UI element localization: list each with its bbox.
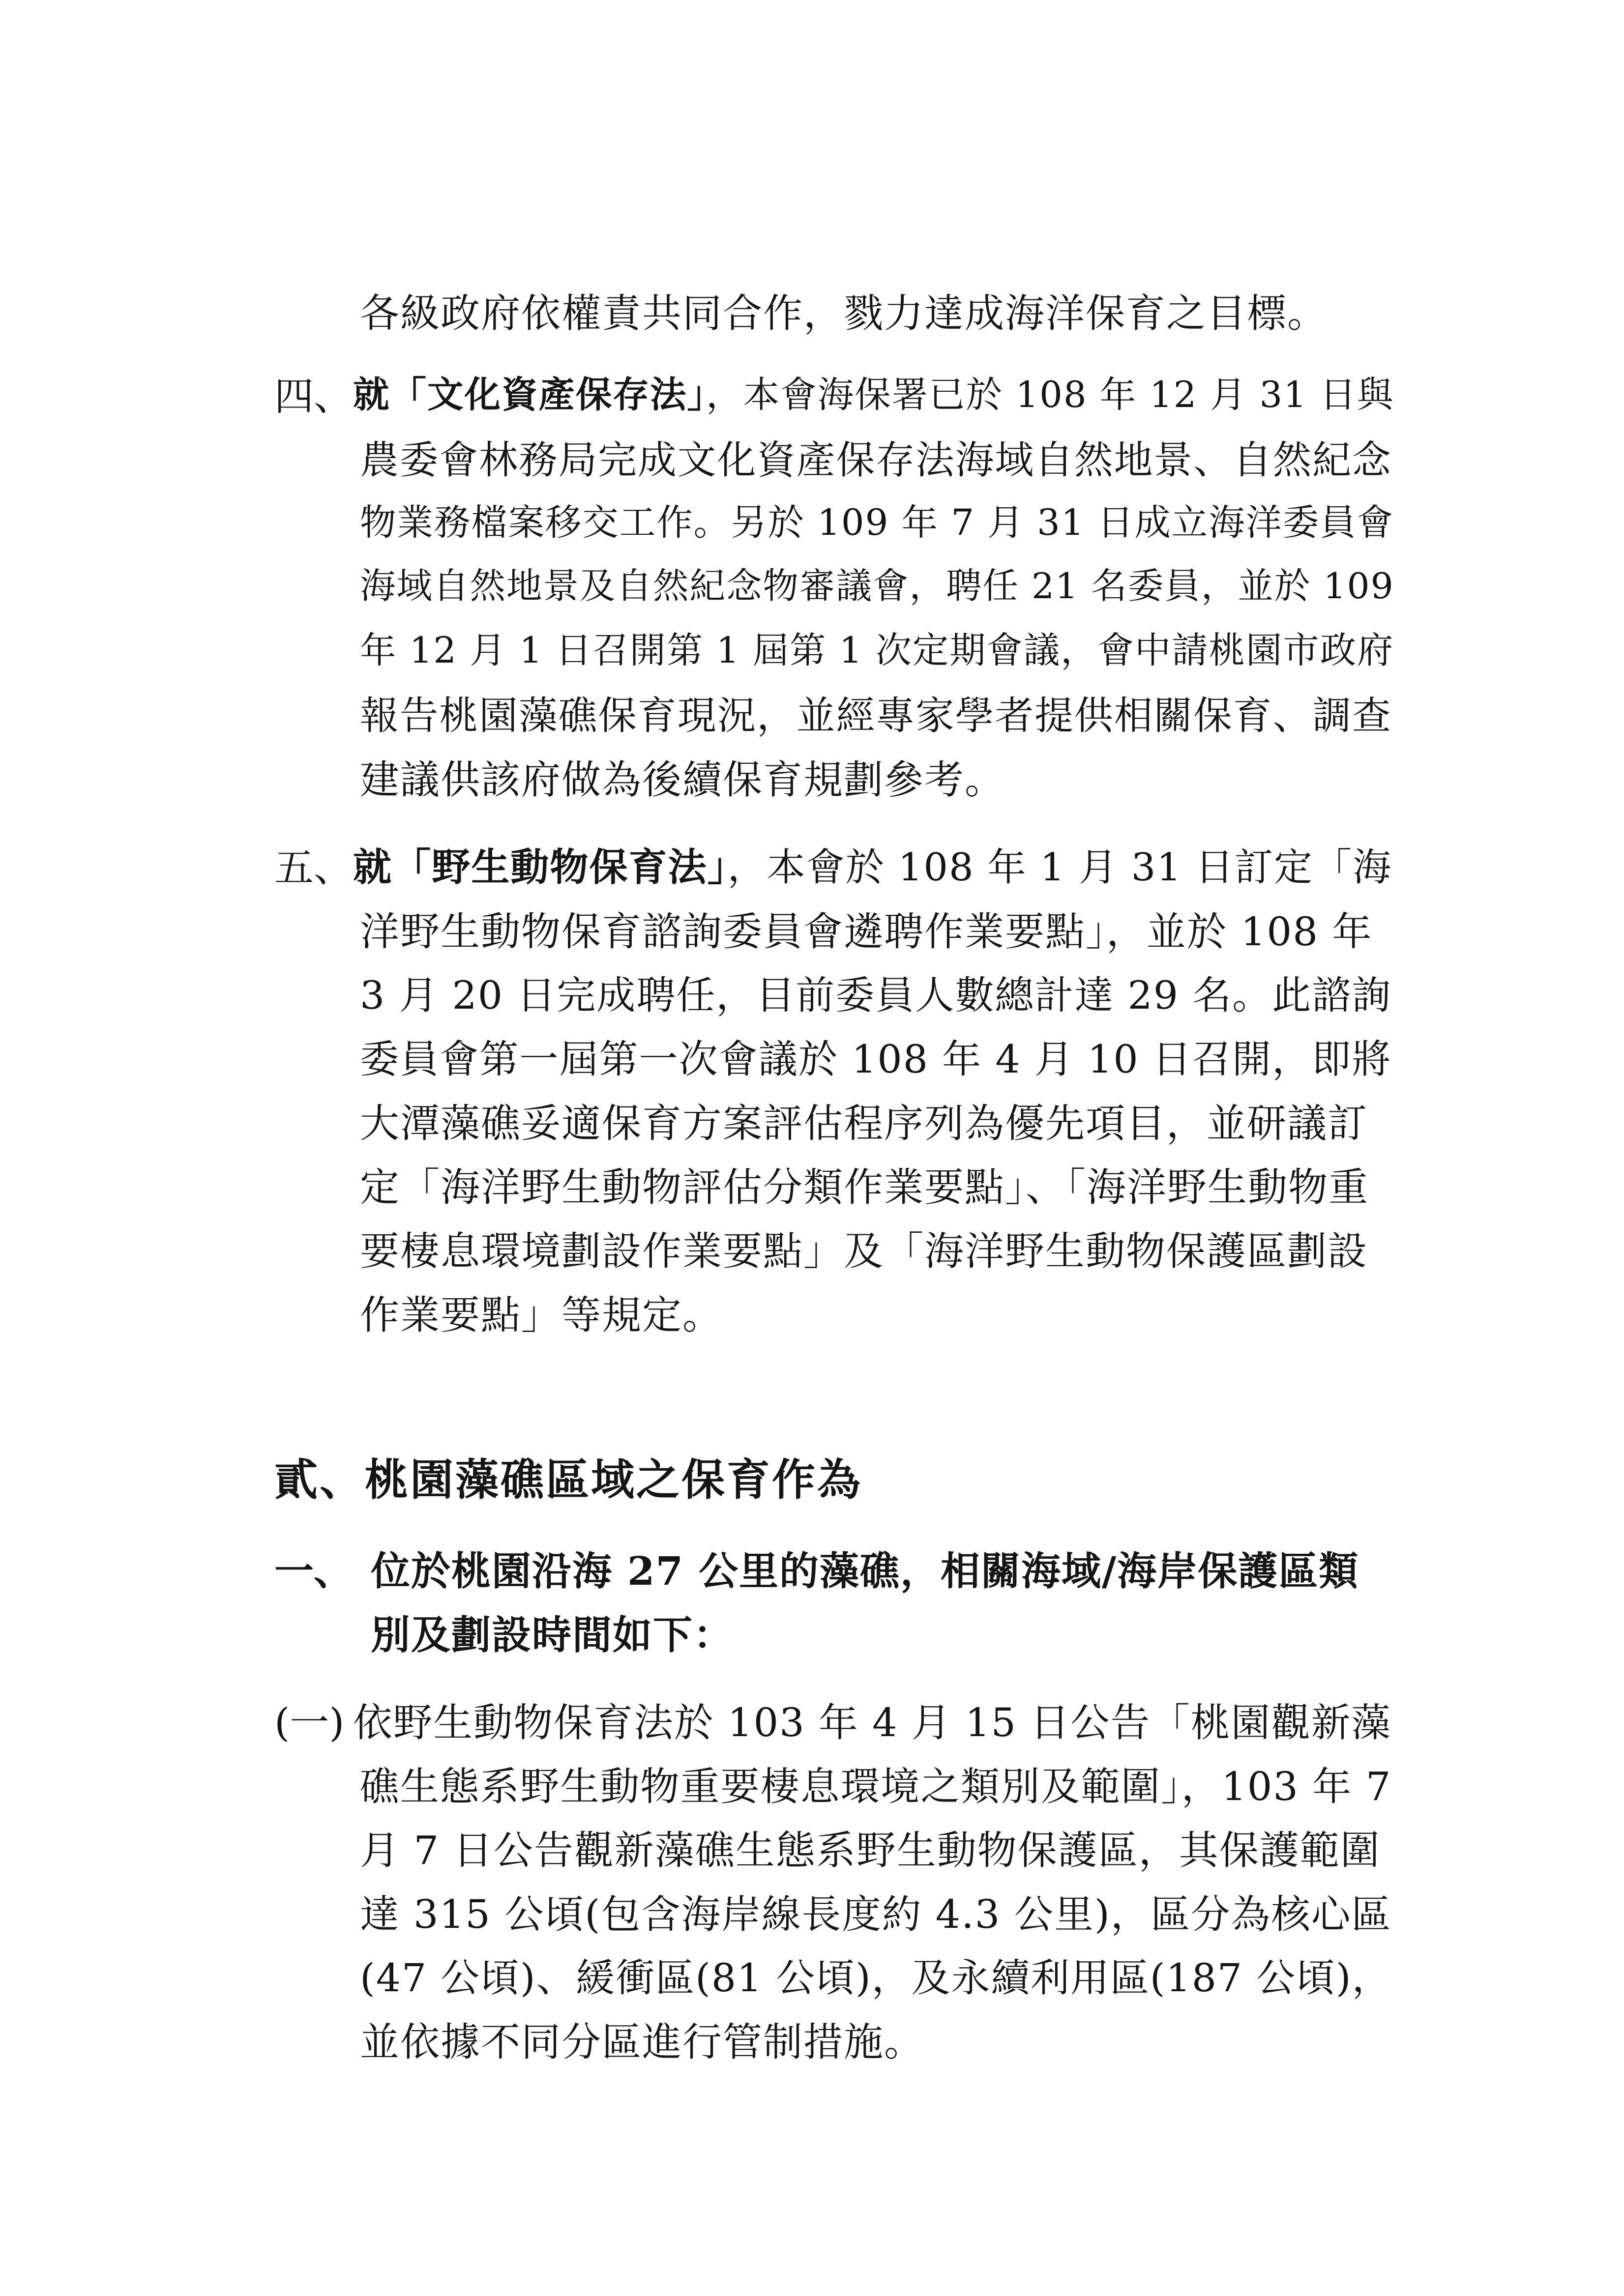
section-five-marker: 五、 — [274, 845, 353, 891]
section-four-line: 物業務檔案移交工作。另於 109 年 7 月 31 日成立海洋委員會 — [360, 502, 1394, 544]
section-four-marker: 四、 — [274, 374, 353, 419]
section-four-line: 農委會林務局完成文化資產保存法海域自然地景、自然紀念 — [360, 437, 1392, 483]
section-five-first-line-rest: ，本會於 108 年 1 月 31 日訂定「海 — [727, 845, 1392, 890]
sub-item-one-line: (47 公頃)、緩衝區(81 公頃)，及永續利用區(187 公頃)， — [360, 1955, 1392, 2001]
section-five-line: 大潭藻礁妥適保育方案評估程序列為優先項目，並研議訂 — [360, 1101, 1368, 1146]
sub-item-one-line: 依野生動物保育法於 103 年 4 月 15 日公告「桃園觀新藻 — [353, 1700, 1391, 1745]
section-five-line: 定「海洋野生動物評估分類作業要點」、「海洋野生動物重 — [360, 1164, 1369, 1210]
section-four-line: 海域自然地景及自然紀念物審議會，聘任 21 名委員，並於 109 — [360, 566, 1394, 607]
sub-item-one-marker: (一) — [274, 1700, 345, 1745]
section-five-line: 洋野生動物保育諮詢委員會遴聘作業要點」，並於 108 年 — [360, 909, 1373, 955]
section-five-line: 3 月 20 日完成聘任，目前委員人數總計達 29 名。此諮詢 — [360, 973, 1392, 1018]
section-five-prefix: 就 — [353, 845, 393, 890]
section-five-first-line — [353, 845, 1392, 890]
sub-item-one-line: 並依據不同分區進行管制措施。 — [360, 2019, 924, 2065]
chapter-two-heading: 貳、桃園藻礁區域之保育作為 — [274, 1454, 863, 1505]
section-four-first-line-rest: ，本會海保署已於 108 年 12 月 31 日與 — [706, 374, 1394, 416]
section-five-line: 作業要點」等規定。 — [360, 1292, 723, 1338]
sub-item-one-line: 月 7 日公告觀新藻礁生態系野生動物保護區，其保護範圍 — [360, 1828, 1381, 1873]
continuation-paragraph: 各級政府依權責共同合作，戮力達成海洋保育之目標。 — [360, 291, 1328, 336]
section-four-line: 報告桃園藻礁保育現況，並經專家學者提供相關保育、調查 — [360, 693, 1392, 738]
section-five-line: 委員會第一屆第一次會議於 108 年 4 月 10 日召開，即將 — [360, 1037, 1392, 1082]
item-one-line: 位於桃園沿海 27 公里的藻礁，相關海域/海岸保護區類 — [371, 1548, 1359, 1594]
section-four-line: 年 12 月 1 日召開第 1 屆第 1 次定期會議，會中請桃園市政府 — [360, 630, 1394, 671]
section-four-prefix: 就 — [353, 374, 390, 416]
section-four-law-name: 「文化資產保存法」 — [390, 374, 707, 416]
section-five-law-name: 「野生動物保育法」 — [392, 845, 728, 890]
item-one-marker: 一、 — [274, 1548, 353, 1594]
section-five-line: 要棲息環境劃設作業要點」及「海洋野生動物保護區劃設 — [360, 1228, 1368, 1274]
sub-item-one-line: 達 315 公頃(包含海岸線長度約 4.3 公里)，區分為核心區 — [360, 1891, 1392, 1937]
item-one-line: 別及劃設時間如下： — [371, 1612, 734, 1658]
sub-item-one-line: 礁生態系野生動物重要棲息環境之類別及範圍」，103 年 7 — [360, 1764, 1392, 1809]
section-four-first-line — [353, 374, 1394, 416]
section-four-line: 建議供該府做為後續保育規劃參考。 — [360, 757, 1005, 803]
